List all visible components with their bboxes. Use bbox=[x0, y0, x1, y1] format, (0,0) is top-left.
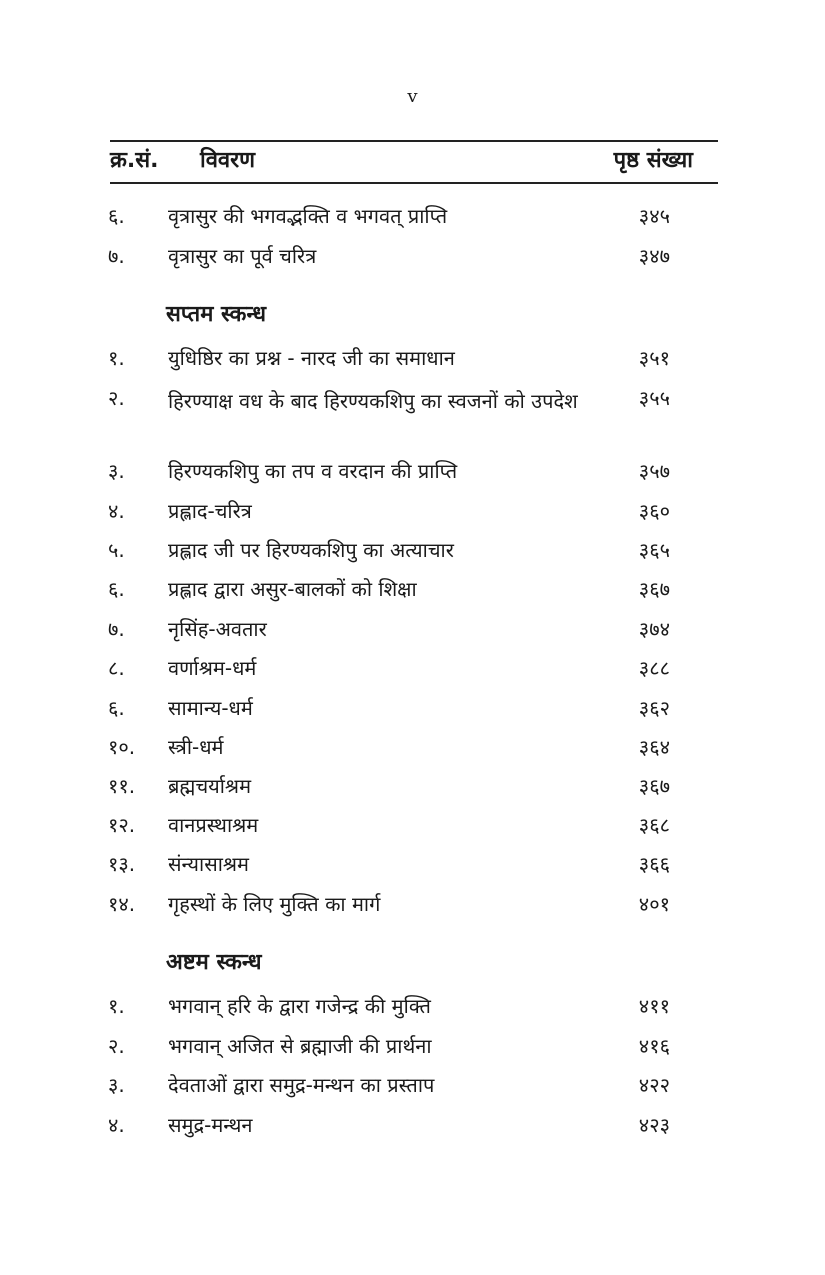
toc-row-number: ११. bbox=[108, 774, 136, 798]
toc-row-number: १०. bbox=[108, 735, 136, 759]
toc-row-title: वानप्रस्थाश्रम bbox=[168, 813, 259, 837]
toc-row-page: ३५५ bbox=[638, 386, 670, 410]
toc-row-title: संन्यासाश्रम bbox=[168, 852, 250, 876]
toc-row-page: ४२३ bbox=[638, 1113, 670, 1137]
toc-row-title: वृत्रासुर का पूर्व चरित्र bbox=[168, 244, 317, 268]
toc-row-page: ३६७ bbox=[638, 774, 670, 798]
toc-row-title: भगवान् अजित से ब्रह्माजी की प्रार्थना bbox=[168, 1034, 432, 1058]
header-page-number: पृष्ठ संख्या bbox=[613, 148, 693, 173]
toc-row-number: १२. bbox=[108, 813, 136, 837]
toc-row-page: ४०१ bbox=[638, 892, 670, 916]
toc-row-page: ३८८ bbox=[638, 656, 670, 680]
toc-row-page: ३६८ bbox=[638, 813, 670, 837]
toc-row-title: समुद्र-मन्थन bbox=[168, 1113, 253, 1137]
toc-row-number: १. bbox=[108, 346, 125, 370]
toc-row-number: ५. bbox=[108, 538, 125, 562]
toc-row-title: प्रह्लाद-चरित्र bbox=[168, 499, 252, 523]
toc-row-page: ३४५ bbox=[638, 204, 670, 228]
toc-row-page: ३६७ bbox=[638, 577, 670, 601]
toc-row-page: ३४७ bbox=[638, 244, 670, 268]
toc-row-title: गृहस्थों के लिए मुक्ति का मार्ग bbox=[168, 892, 381, 916]
toc-row-page: ३५७ bbox=[638, 459, 670, 483]
header-description: विवरण bbox=[200, 148, 256, 173]
toc-row-number: २. bbox=[108, 1034, 125, 1058]
toc-row-title: प्रह्लाद जी पर हिरण्यकशिपु का अत्याचार bbox=[168, 538, 454, 562]
toc-header bbox=[0, 144, 825, 180]
toc-row-number: ७. bbox=[108, 617, 125, 641]
toc-row-title: सामान्य-धर्म bbox=[168, 696, 253, 720]
toc-row-page: ४२२ bbox=[638, 1073, 670, 1097]
toc-row-title: हिरण्याक्ष वध के बाद हिरण्यकशिपु का स्वजनों को उपदेश bbox=[168, 389, 578, 413]
toc-row-number: ४. bbox=[108, 499, 125, 523]
section-heading: सप्तम स्कन्ध bbox=[166, 302, 267, 327]
toc-row-number: १. bbox=[108, 994, 125, 1018]
section-heading: अष्टम स्कन्ध bbox=[166, 950, 262, 975]
toc-row-number: १३. bbox=[108, 852, 136, 876]
toc-row-title: स्त्री-धर्म bbox=[168, 735, 224, 759]
toc-row-number: ६. bbox=[108, 577, 125, 601]
toc-row-number: ८. bbox=[108, 656, 125, 680]
toc-row-title: प्रह्लाद द्वारा असुर-बालकों को शिक्षा bbox=[168, 577, 417, 601]
toc-row-page: ४११ bbox=[638, 994, 670, 1018]
toc-row-number: ३. bbox=[108, 459, 125, 483]
toc-row-page: ३७४ bbox=[638, 617, 670, 641]
toc-row-title: भगवान् हरि के द्वारा गजेन्द्र की मुक्ति bbox=[168, 994, 431, 1018]
toc-row-number: १४. bbox=[108, 892, 136, 916]
toc-row-title: युधिष्ठिर का प्रश्न - नारद जी का समाधान bbox=[168, 346, 455, 370]
header-top-rule bbox=[110, 140, 718, 142]
toc-row-number: ७. bbox=[108, 244, 125, 268]
toc-row-title: हिरण्यकशिपु का तप व वरदान की प्राप्ति bbox=[168, 459, 458, 483]
toc-row-number: ६. bbox=[108, 696, 125, 720]
toc-row-page: ३६० bbox=[638, 499, 670, 523]
toc-row-page: ३६५ bbox=[638, 538, 670, 562]
toc-row-page: ३६२ bbox=[638, 696, 670, 720]
header-bottom-rule bbox=[110, 182, 718, 184]
page-number: v bbox=[407, 86, 418, 107]
toc-row-number: ४. bbox=[108, 1113, 125, 1137]
toc-row-page: ३६४ bbox=[638, 735, 670, 759]
toc-row-title: ब्रह्मचर्याश्रम bbox=[168, 774, 252, 798]
toc-row-title: वृत्रासुर की भगवद्भक्ति व भगवत् प्राप्ति bbox=[168, 204, 448, 228]
toc-row-title: वर्णाश्रम-धर्म bbox=[168, 656, 257, 680]
toc-row-title: देवताओं द्वारा समुद्र-मन्थन का प्रस्ताप bbox=[168, 1073, 435, 1097]
toc-row-page: ४१६ bbox=[638, 1034, 670, 1058]
toc-row-number: ६. bbox=[108, 204, 125, 228]
header-serial-number: क्र.सं. bbox=[110, 148, 159, 173]
toc-row-number: ३. bbox=[108, 1073, 125, 1097]
toc-row-page: ३५१ bbox=[638, 346, 670, 370]
toc-row-number: २. bbox=[108, 386, 125, 410]
toc-row-title: नृसिंह-अवतार bbox=[168, 617, 267, 641]
toc-row-page: ३६६ bbox=[638, 852, 670, 876]
